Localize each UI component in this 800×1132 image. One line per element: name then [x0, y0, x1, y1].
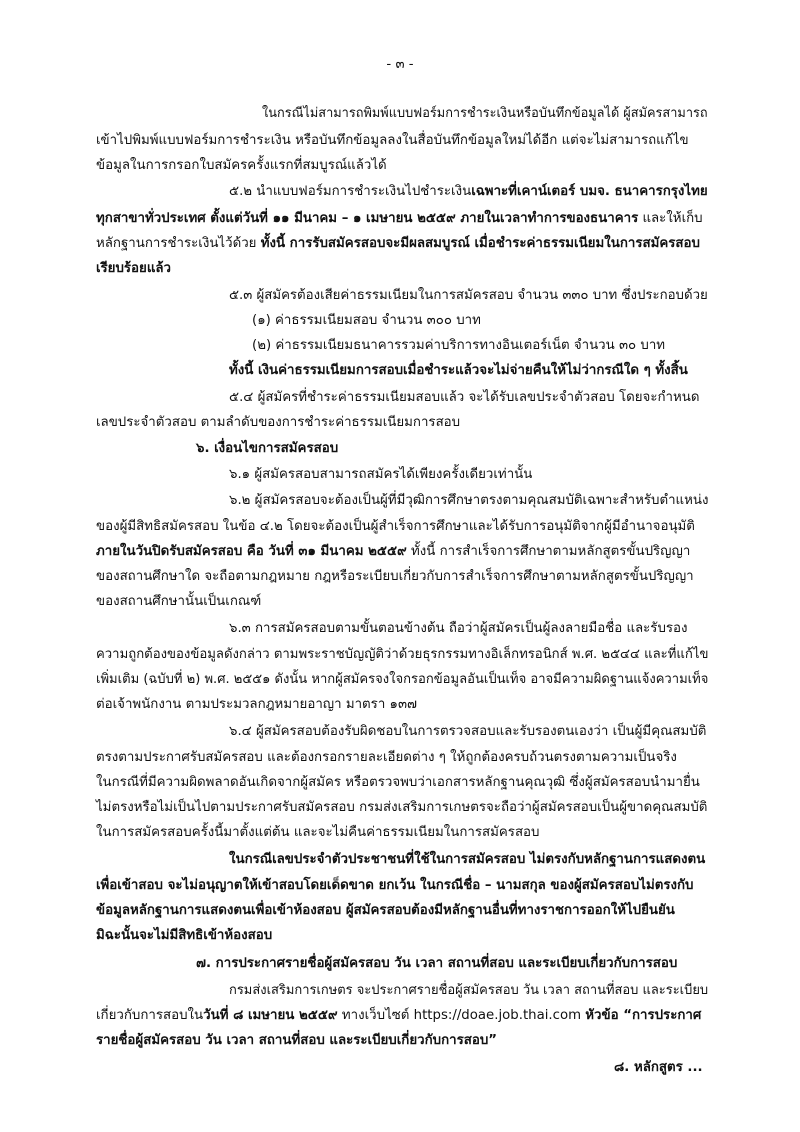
section-6-2-line-3 [96, 543, 690, 561]
section-5-2-text: ๕.๒ นำแบบฟอร์มการชำระเงินไปชำระเงิน [229, 184, 472, 199]
section-5-3-note: ทั้งนี้ เงินค่าธรรมเนียมการสอบเมื่อชำระแล้วจะไม่จ่ายคืนให้ไม่ว่ากรณีใด ๆ ทั้งสิ้น [229, 363, 688, 378]
section-5-2-dates: ทุกสาขาทั่วประเทศ ตั้งแต่วันที่ ๑๑ มีนาคม – ๑ เมษายน ๒๕๕๙ ภายในเวลาทำการของธนาคาร [96, 211, 639, 226]
id-note-line-4: มิฉะนั้นจะไม่มีสิทธิเข้าห้องสอบ [96, 928, 273, 943]
section-5-3-line-1: ๕.๓ ผู้สมัครต้องเสียค่าธรรมเนียมในการสมัครสอบ จำนวน ๓๓๐ บาท ซึ่งประกอบด้วย [229, 288, 708, 303]
id-note-line-3: ข้อมูลหลักฐานการแสดงตนเพื่อเข้าห้องสอบ ผู้สมัครสอบต้องมีหลักฐานอื่นที่ทางราชการออกให้ไปยืนยัน [96, 903, 675, 918]
section-6-2-line-1: ๖.๒ ผู้สมัครสอบจะต้องเป็นผู้ที่มีวุฒิการศึกษาตรงตามคุณสมบัติเฉพาะสำหรับตำแหน่ง [229, 493, 709, 508]
section-5-2-complete: ทั้งนี้ การรับสมัครสอบจะมีผลสมบูรณ์ เมื่อชำระค่าธรรมเนียมในการสมัครสอบ [260, 236, 700, 251]
section-5-3-item-1: (๑) ค่าธรรมเนียมสอบ จำนวน ๓๐๐ บาท [252, 313, 481, 328]
section-6-3-line-3: เพิ่มเติม (ฉบับที่ ๒) พ.ศ. ๒๕๕๑ ดังนั้น หากผู้สมัครจงใจกรอกข้อมูลอันเป็นเท็จ อาจมีความผิดฐานแจ้งความเท็จ [96, 672, 709, 687]
id-note-line-2: เพื่อเข้าสอบ จะไม่อนุญาตให้เข้าสอบโดยเด็ดขาด ยกเว้น ในกรณีชื่อ – นามสกุล ของผู้สมัครสอบไม่ตรงกับ [96, 878, 694, 893]
section-5-3-item-2: (๒) ค่าธรรมเนียมธนาคารรวมค่าบริการทางอินเตอร์เน็ต จำนวน ๓๐ บาท [252, 338, 666, 353]
section-7-line-2 [96, 1007, 701, 1025]
section-6-4-line-1: ๖.๔ ผู้สมัครสอบต้องรับผิดชอบในการตรวจสอบและรับรองตนเองว่า เป็นผู้มีคุณสมบัติ [229, 724, 707, 739]
section-6-4-line-2: ตรงตามประกาศรับสมัครสอบ และต้องกรอกรายละเอียดต่าง ๆ ให้ถูกต้องครบถ้วนตรงตามความเป็นจริง [96, 750, 677, 765]
section-5-2-evidence: หลักฐานการชำระเงินไว้ด้วย [96, 236, 261, 251]
section-5-2-keep: และให้เก็บ [638, 211, 703, 226]
section-5-4-line-2: เลขประจำตัวสอบ ตามลำดับของการชำระค่าธรรมเนียมการสอบ [96, 415, 461, 430]
heading-section-7: ๗. การประกาศรายชื่อผู้สมัครสอบ วัน เวลา สถานที่สอบ และระเบียบเกี่ยวกับการสอบ [196, 956, 678, 971]
section-6-4-line-4: ไม่ตรงหรือไม่เป็นไปตามประกาศรับสมัครสอบ กรมส่งเสริมการเกษตรจะถือว่าผู้สมัครสอบเป็นผู้ขาดคุณสมบัติ [96, 800, 708, 815]
section-7-line-3: รายชื่อผู้สมัครสอบ วัน เวลา สถานที่สอบ และระเบียบเกี่ยวกับการสอบ” [96, 1033, 498, 1048]
section-7-website: ทางเว็บไซต์ https://doae.job.thai.com [337, 1008, 586, 1023]
section-6-2-deadline: ภายในวันปิดรับสมัครสอบ คือ วันที่ ๓๑ มีนาคม ๒๕๕๙ [96, 544, 407, 559]
section-7-topic: หัวข้อ “การประกาศ [585, 1008, 702, 1023]
section-6-3-line-1: ๖.๓ การสมัครสอบตามขั้นตอนข้างต้น ถือว่าผู้สมัครเป็นผู้ลงลายมือชื่อ และรับรอง [229, 621, 688, 636]
para-5-1-cont-line-3: ข้อมูลในการกรอกใบสมัครครั้งแรกที่สมบูรณ์แล้วได้ [96, 158, 387, 173]
section-5-4-line-1: ๕.๔ ผู้สมัครที่ชำระค่าธรรมเนียมสอบแล้ว จะได้รับเลขประจำตัวสอบ โดยจะกำหนด [229, 390, 700, 405]
section-6-3-line-4: ต่อเจ้าพนักงาน ตามประมวลกฎหมายอาญา มาตรา ๑๓๗ [96, 697, 418, 712]
section-5-2-line-3 [96, 235, 700, 253]
section-5-2-line-4: เรียบร้อยแล้ว [96, 261, 172, 276]
section-5-2-line-2 [96, 210, 703, 228]
section-6-3-line-2: ความถูกต้องของข้อมูลดังกล่าว ตามพระราชบัญญัติว่าด้วยธุรกรรมทางอิเล็กทรอนิกส์ พ.ศ. ๒๕๔๔ และที่แก้ไข [96, 647, 709, 662]
section-6-2-line-2: ของผู้มีสิทธิสมัครสอบ ในข้อ ๔.๒ โดยจะต้องเป็นผู้สำเร็จการศึกษาและได้รับการอนุมัติจากผู้มีอำนาจอนุมัติ [96, 519, 695, 534]
id-note-line-1: ในกรณีเลขประจำตัวประชาชนที่ใช้ในการสมัครสอบ ไม่ตรงกับหลักฐานการแสดงตน [229, 852, 706, 867]
section-6-4-line-5: ในการสมัครสอบครั้งนี้มาตั้งแต่ต้น และจะไม่คืนค่าธรรมเนียมในการสมัครสอบ [96, 825, 540, 840]
section-6-1: ๖.๑ ผู้สมัครสอบสามารถสมัครได้เพียงครั้งเดียวเท่านั้น [229, 467, 533, 482]
section-6-2-line-5: ของสถานศึกษานั้นเป็นเกณฑ์ [96, 594, 262, 609]
section-6-4-line-3: ในกรณีที่มีความผิดพลาดอันเกิดจากผู้สมัคร หรือตรวจพบว่าเอกสารหลักฐานคุณวุฒิ ซึ่งผู้สมัครสอบนำมายื่น [96, 775, 700, 790]
para-5-1-cont-line-2: เข้าไปพิมพ์แบบฟอร์มการชำระเงิน หรือบันทึกข้อมูลลงในสื่อบันทึกข้อมูลใหม่ได้อีก แต่จะไม่สามารถแก้ไข [96, 133, 689, 148]
para-5-1-cont-line-1: ในกรณีไม่สามารถพิมพ์แบบฟอร์มการชำระเงินหรือบันทึกข้อมูลได้ ผู้สมัครสามารถ [262, 106, 708, 121]
page-number: - ๓ - [386, 57, 414, 72]
section-6-2-line-4: ของสถานศึกษาใด จะถือตามกฎหมาย กฎหรือระเบียบเกี่ยวกับการสำเร็จการศึกษาตามหลักสูตรขั้นปริญญา [96, 569, 694, 584]
section-5-2-line-1 [229, 183, 708, 201]
next-page-continuation: ๘. หลักสูตร ... [614, 1060, 703, 1075]
section-7-line-1: กรมส่งเสริมการเกษตร จะประกาศรายชื่อผู้สมัครสอบ วัน เวลา สถานที่สอบ และระเบียบ [229, 983, 709, 998]
section-7-about: เกี่ยวกับการสอบใน [96, 1008, 204, 1023]
section-7-date: วันที่ ๘ เมษายน ๒๕๕๙ [203, 1008, 338, 1023]
section-6-2-rule: ทั้งนี้ การสำเร็จการศึกษาตามหลักสูตรขั้นปริญญา [406, 544, 691, 559]
heading-section-6: ๖. เงื่อนไขการสมัครสอบ [196, 441, 339, 456]
section-5-2-bold: เฉพาะที่เคาน์เตอร์ บมจ. ธนาคารกรุงไทย [471, 184, 708, 199]
